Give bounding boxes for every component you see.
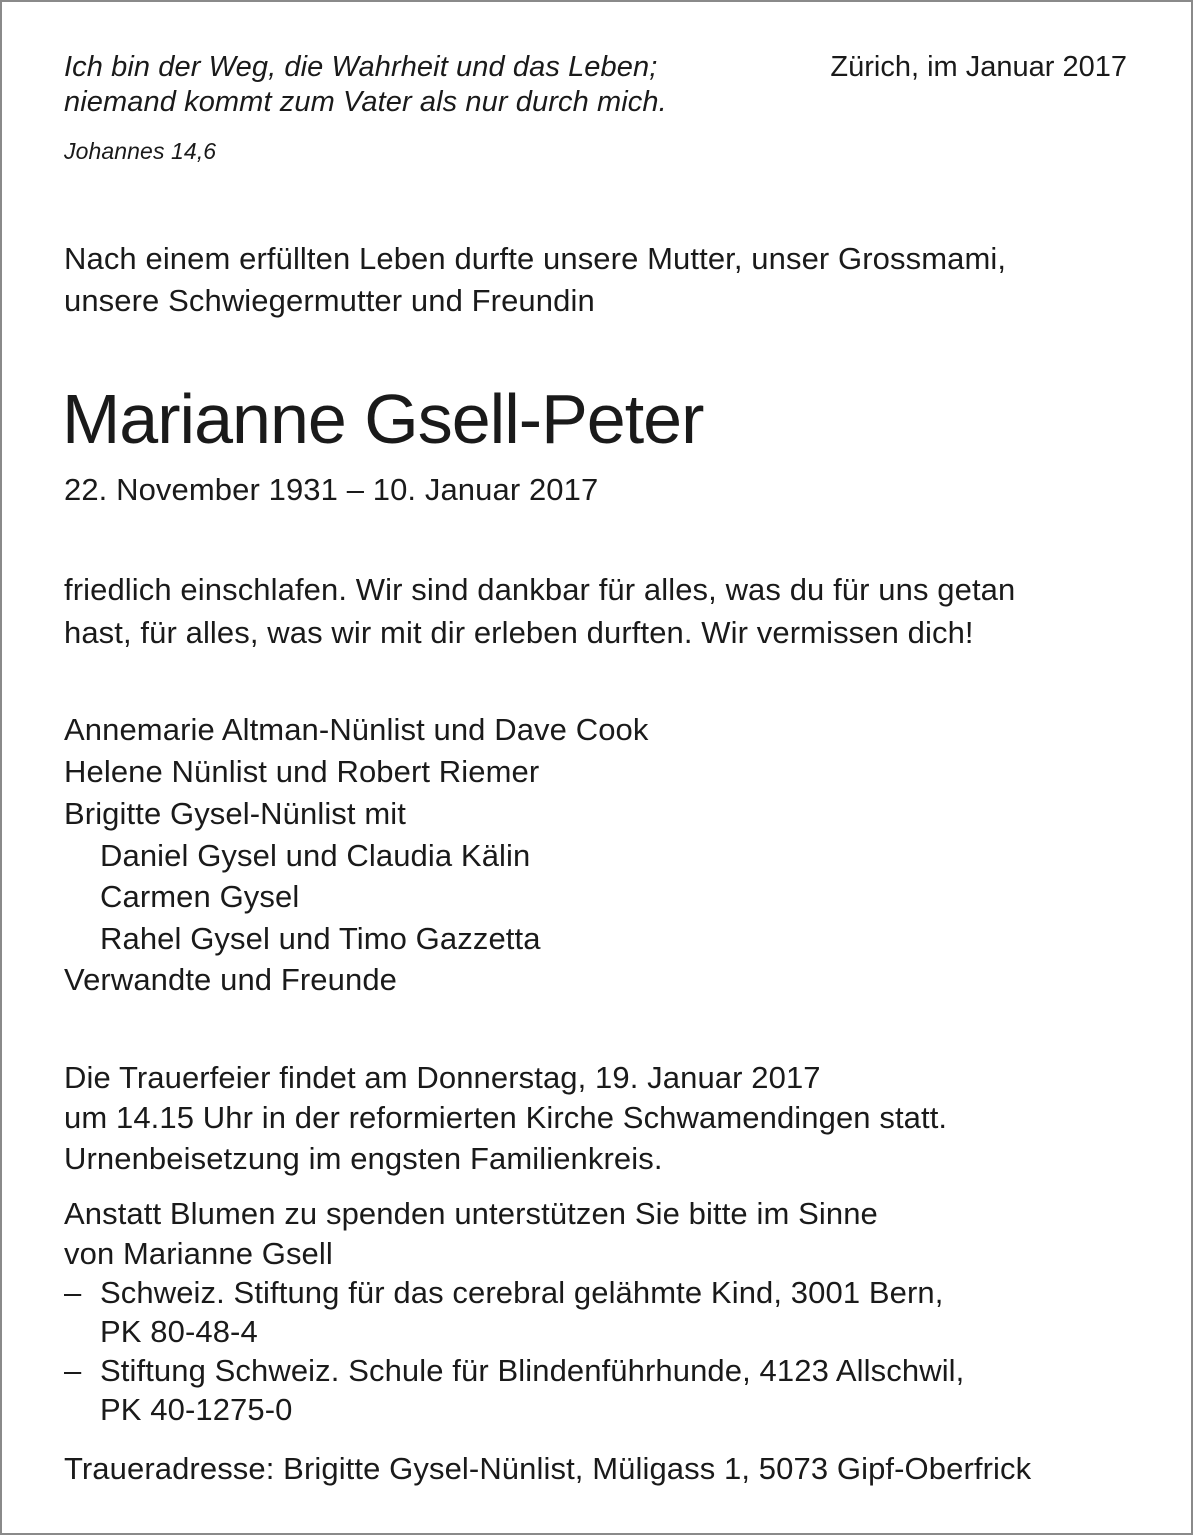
donation-item-2-line-2: PK 40-1275-0 — [100, 1392, 293, 1427]
service-line-1: Die Trauerfeier findet am Donnerstag, 19. Januar 2017 — [64, 1060, 821, 1095]
intro-line-1: Nach einem erfüllten Leben durfte unsere Mutter, unser Grossmami, — [64, 241, 1007, 276]
place-date: Zürich, im Januar 2017 — [830, 51, 1127, 83]
donation-intro-1: Anstatt Blumen zu spenden unterstützen Sie bitte im Sinne — [64, 1196, 878, 1231]
motto-reference: Johannes 14,6 — [64, 138, 217, 164]
service-line-2: um 14.15 Uhr in der reformierten Kirche Schwamendingen statt. — [64, 1100, 948, 1135]
life-dates: 22. November 1931 – 10. Januar 2017 — [64, 472, 599, 507]
mourner-3: Brigitte Gysel-Nünlist mit — [64, 796, 406, 831]
message-line-1: friedlich einschlafen. Wir sind dankbar für alles, was du für uns getan — [64, 572, 1016, 607]
donation-item-2 — [64, 1355, 964, 1386]
deceased-name: Marianne Gsell-Peter — [62, 380, 704, 458]
message-line-2: hast, für alles, was wir mit dir erleben durften. Wir vermissen dich! — [64, 615, 974, 650]
intro-line-2: unsere Schwiegermutter und Freundin — [64, 283, 595, 318]
donation-intro-2: von Marianne Gsell — [64, 1236, 333, 1271]
motto-line-1: Ich bin der Weg, die Wahrheit und das Leben; — [64, 51, 658, 83]
list-dash: – — [64, 1275, 82, 1310]
donation-item-1-line-1: Schweiz. Stiftung für das cerebral gelähmte Kind, 3001 Bern, — [100, 1275, 944, 1310]
donation-item-2-line-1: Stiftung Schweiz. Schule für Blindenführhunde, 4123 Allschwil, — [100, 1353, 965, 1388]
donation-item-1 — [64, 1277, 943, 1308]
mourning-address: Traueradresse: Brigitte Gysel-Nünlist, Müligass 1, 5073 Gipf-Oberfrick — [64, 1451, 1032, 1486]
mourner-6: Rahel Gysel und Timo Gazzetta — [100, 921, 541, 956]
motto-line-2: niemand kommt zum Vater als nur durch mich. — [64, 86, 667, 118]
mourner-7: Verwandte und Freunde — [64, 962, 398, 997]
service-line-3: Urnenbeisetzung im engsten Familienkreis. — [64, 1141, 663, 1176]
donation-item-1-line-2: PK 80-48-4 — [100, 1314, 258, 1349]
mourner-2: Helene Nünlist und Robert Riemer — [64, 754, 540, 789]
list-dash: – — [64, 1353, 82, 1388]
mourner-1: Annemarie Altman-Nünlist und Dave Cook — [64, 712, 649, 747]
mourner-5: Carmen Gysel — [100, 879, 300, 914]
mourner-4: Daniel Gysel und Claudia Kälin — [100, 838, 531, 873]
